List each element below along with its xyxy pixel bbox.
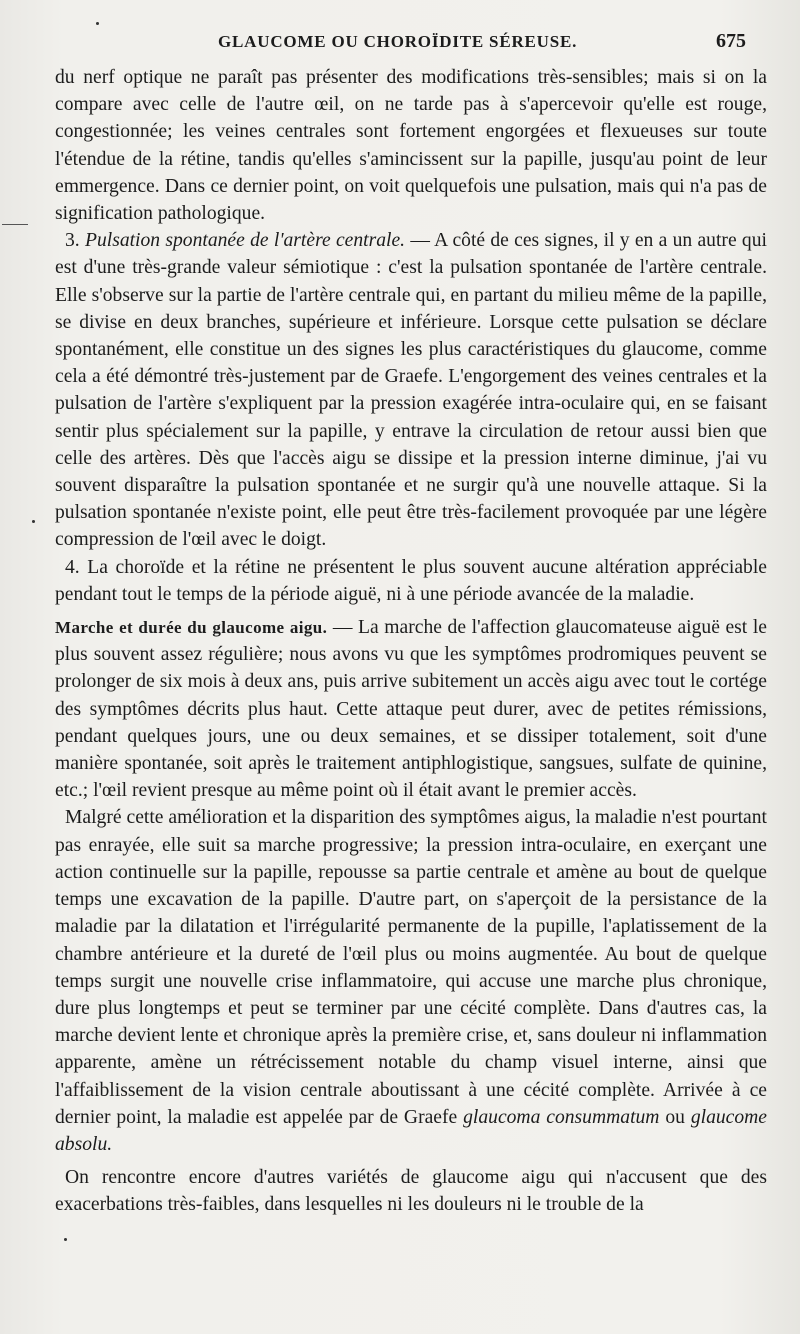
- paragraph-text: La choroïde et la rétine ne présentent le plus souvent aucune altération appréciable pendant tout le temps de la période aiguë, ni à une période avancée de la maladie.: [55, 556, 767, 605]
- ink-speck: [64, 1238, 67, 1241]
- french-term: glaucome absolu.: [55, 1106, 768, 1155]
- page-number: 675: [716, 30, 746, 52]
- section-heading: Marche et durée du glaucome aigu.: [55, 618, 328, 638]
- item-number: 3.: [65, 230, 80, 252]
- paragraph-item-4: [55, 554, 767, 608]
- paragraph-text: du nerf optique ne paraît pas présenter des modifications très-sensibles; mais si on la compare avec celle de l'autre œil, on ne tarde pas à s'apercevoir qu'elle est rouge, congestionnée; les veines centrales sont fortement engorgées et flexueuses sur toute l'étendue de la rétine, tandis qu'elles s'amincissent sur la papille, jusqu'au point de leur emmergence. Dans ce dernier point, on voit quelquefois une pulsation, mais qui n'a pas de signification pathologique.: [55, 67, 767, 225]
- page-header: [0, 30, 800, 60]
- paragraph-text: — A côté de ces signes, il y en a un autre qui est d'une très-grande valeur sémiotique : c'est la pulsation spontanée de l'artère centrale. Elle s'observe sur la partie de l'artère centrale qui, en partant du milieu même de la papille, se divise en deux branches, supérieure et inférieure. Lorsque cette pulsation se déclare spontanément, elle constitue un des signes les plus caractéristiques du glaucome, comme cela a été démontré très-justement par de Graefe. L'engorgement des veines centrales et la pulsation de l'artère s'expliquent par la pression exagérée intra-oculaire qui, en se faisant sentir plus spécialement sur la papille, y entrave la circulation de retour aussi bien que celle des artères. Dès que l'accès aigu se dissipe et la pression interne diminue, j'ai vu souvent disparaître la pulsation spontanée et ne surgir qu'à une nouvelle attaque. Si la pulsation spontanée n'existe point, elle peut être très-facilement provoquée par une légère compression de l'œil avec le doigt.: [55, 230, 767, 551]
- margin-mark: [2, 224, 28, 225]
- ink-speck: [32, 520, 35, 523]
- paragraph: [55, 1164, 767, 1218]
- ink-speck: [96, 22, 99, 25]
- latin-term: glaucoma consummatum: [463, 1106, 660, 1128]
- paragraph-text: — La marche de l'affection glaucomateuse aiguë est le plus souvent assez régulière; nous avons vu que les symptômes prodromiques peuvent se prolonger de six mois à deux ans, puis arrive subitement un accès aigu avec tout le cortége des symptômes décrits plus haut. Cette attaque peut durer, avec de petites rémissions, pendant quelques jours, une ou deux semaines, et se dissiper totalement, soit d'une manière spontanée, soit après le traitement antiphlogistique, sangsues, sulfate de quinine, etc.; l'œil revient presque au même point où il était avant le premier accès.: [55, 617, 767, 802]
- paragraph-text: On rencontre encore d'autres variétés de glaucome aigu qui n'accusent que des exacerbations très-faibles, dans lesquelles ni les douleurs ni le trouble de la: [55, 1167, 767, 1216]
- paragraph: [55, 804, 767, 1158]
- paragraph-text: ou: [659, 1106, 691, 1128]
- running-head: GLAUCOME OU CHOROÏDITE SÉREUSE.: [218, 32, 578, 51]
- item-number: 4.: [65, 556, 80, 578]
- item-title: Pulsation spontanée de l'artère centrale.: [84, 230, 406, 252]
- body-text: [55, 64, 767, 1219]
- paragraph: [55, 64, 767, 227]
- paragraph-item-3: [55, 227, 767, 553]
- paragraph-section: [55, 614, 767, 804]
- paragraph-text: Malgré cette amélioration et la disparition des symptômes aigus, la maladie n'est pourtant pas enrayée, elle suit sa marche progressive; la pression intra-oculaire, en exerçant une action continuelle sur la papille, repousse sa partie centrale et amène au bout de quelque temps une excavation de la papille. D'autre part, on s'aperçoit de la persistance de la maladie par la dilatation et l'irrégularité permanente de la pupille, l'aplatissement de la chambre antérieure et la dureté de l'œil plus ou moins augmentée. Au bout de quelque temps surgit une nouvelle crise inflammatoire, qui accuse une marche plus chronique, dure plus longtemps et peut se terminer par une cécité complète. Dans d'autres cas, la marche devient lente et chronique après la première crise, et, sans douleur ni inflammation apparente, amène un rétrécissement notable du champ visuel interne, ainsi que l'affaiblissement de la vision centrale aboutissant à une cécité complète. Arrivée à ce dernier point, la maladie est appelée par de Graefe: [55, 807, 767, 1128]
